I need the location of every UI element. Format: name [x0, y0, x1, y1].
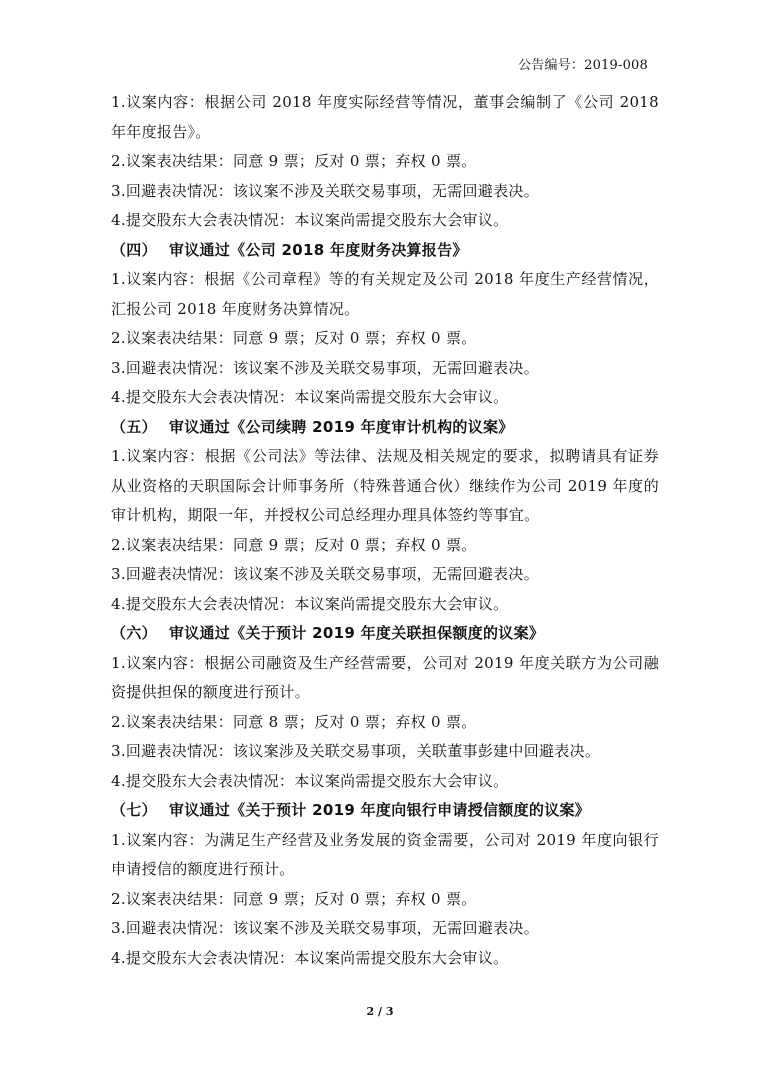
- paragraph: 2.议案表决结果：同意 9 票；反对 0 票；弃权 0 票。: [111, 329, 477, 347]
- paragraph: 2.议案表决结果：同意 8 票；反对 0 票；弃权 0 票。: [111, 712, 477, 731]
- paragraph: 3.回避表决情况：该议案涉及关联交易事项，关联董事彭建中回避表决。: [111, 742, 601, 760]
- paragraph: 2.议案表决结果：同意 9 票；反对 0 票；弃权 0 票。: [111, 535, 477, 554]
- paragraph: 1.议案内容：根据公司 2018 年度实际经营等情况，董事会编制了《公司 2018 年年度报告》。: [111, 93, 659, 141]
- announcement-number: 公告编号：2019-008: [518, 58, 648, 73]
- page-number: 2 / 3: [366, 1005, 394, 1018]
- paragraph: 4.提交股东大会表决情况：本议案尚需提交股东大会审议。: [111, 211, 509, 229]
- section-4: [111, 236, 659, 413]
- paragraph: 1.议案内容：根据《公司法》等法律、法规及相关规定的要求，拟聘请具有证券从业资格的天职国际会计师事务所（特殊普通合伙）继续作为公司 2019 年度的审计机构，期限一年，并授权公司总经理办理具体签约等事宜。: [111, 447, 659, 524]
- paragraph: 1.议案内容：为满足生产经营及业务发展的资金需要，公司对 2019 年度向银行申请授信的额度进行预计。: [111, 830, 659, 878]
- section-number: （五）: [111, 417, 157, 436]
- paragraph: 3.回避表决情况：该议案不涉及关联交易事项，无需回避表决。: [111, 919, 540, 937]
- paragraph: 3.回避表决情况：该议案不涉及关联交易事项，无需回避表决。: [111, 565, 540, 583]
- paragraph: 3.回避表决情况：该议案不涉及关联交易事项，无需回避表决。: [111, 358, 540, 377]
- section-heading: [111, 413, 659, 443]
- section-heading: [111, 236, 659, 266]
- section-6: [111, 619, 659, 796]
- document-body: [111, 88, 659, 973]
- paragraph: 1.议案内容：根据公司融资及生产经营需要，公司对 2019 年度关联方为公司融资提供担保的额度进行预计。: [111, 653, 659, 701]
- paragraph: 4.提交股东大会表决情况：本议案尚需提交股东大会审议。: [111, 388, 509, 406]
- section-title: 审议通过《公司续聘 2019 年度审计机构的议案》: [168, 417, 514, 436]
- paragraph: 1.议案内容：根据《公司章程》等的有关规定及公司 2018 年度生产经营情况，汇报公司 2018 年度财务决算情况。: [111, 270, 659, 318]
- section-number: （七）: [111, 801, 157, 819]
- paragraph: 4.提交股东大会表决情况：本议案尚需提交股东大会审议。: [111, 771, 509, 790]
- section-heading: [111, 796, 659, 826]
- section-number: （六）: [111, 624, 157, 642]
- section-7: [111, 796, 659, 973]
- paragraph: 4.提交股东大会表决情况：本议案尚需提交股东大会审议。: [111, 594, 509, 613]
- section-title: 审议通过《公司 2018 年度财务决算报告》: [168, 240, 468, 259]
- paragraph: 2.议案表决结果：同意 9 票；反对 0 票；弃权 0 票。: [111, 152, 477, 170]
- section-number: （四）: [111, 240, 157, 259]
- section-title: 审议通过《关于预计 2019 年度向银行申请授信额度的议案》: [168, 801, 591, 819]
- section-title: 审议通过《关于预计 2019 年度关联担保额度的议案》: [168, 624, 545, 642]
- section-5: [111, 413, 659, 620]
- section-heading: [111, 619, 659, 649]
- paragraph: 4.提交股东大会表决情况：本议案尚需提交股东大会审议。: [111, 948, 509, 967]
- paragraph: 2.议案表决结果：同意 9 票；反对 0 票；弃权 0 票。: [111, 889, 477, 908]
- intro-items: [111, 88, 659, 236]
- paragraph: 3.回避表决情况：该议案不涉及关联交易事项，无需回避表决。: [111, 181, 540, 200]
